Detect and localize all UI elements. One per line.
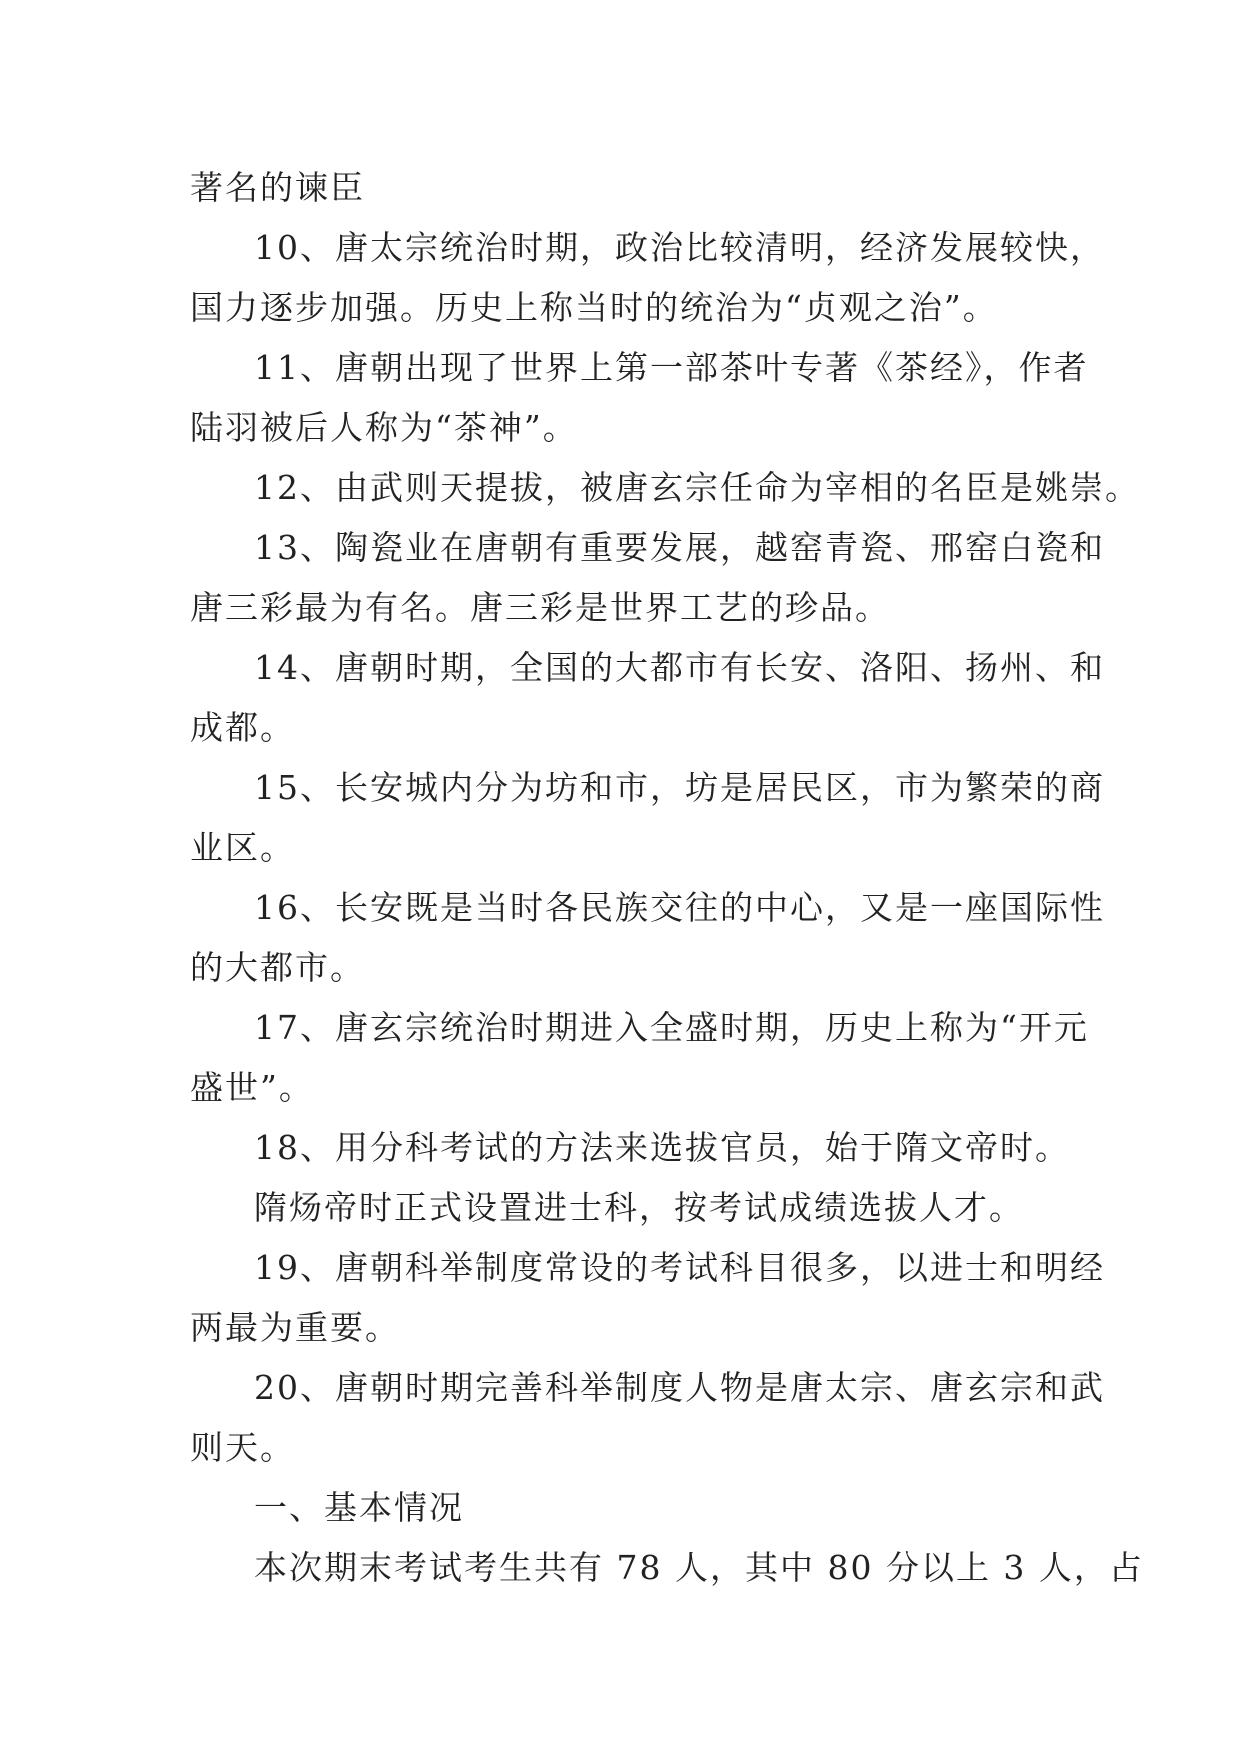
text-line: 11、唐朝出现了世界上第一部茶叶专著《茶经》，作者 bbox=[254, 348, 1089, 387]
section-heading: 一、基本情况 bbox=[254, 1488, 464, 1527]
text-line: 唐三彩最为有名。唐三彩是世界工艺的珍品。 bbox=[190, 588, 890, 627]
text-line: 13、陶瓷业在唐朝有重要发展，越窑青瓷、邢窑白瓷和 bbox=[254, 528, 1105, 567]
document-body bbox=[190, 158, 1144, 1598]
text-line: 10、唐太宗统治时期，政治比较清明，经济发展较快， bbox=[254, 228, 1105, 267]
text-line: 陆羽被后人称为“茶神”。 bbox=[190, 408, 578, 447]
text-line: 15、长安城内分为坊和市，坊是居民区，市为繁荣的商 bbox=[254, 768, 1105, 807]
text-line: 19、唐朝科举制度常设的考试科目很多，以进士和明经 bbox=[254, 1248, 1105, 1287]
text-line: 18、用分科考试的方法来选拔官员，始于隋文帝时。 bbox=[254, 1128, 1070, 1167]
text-line: 业区。 bbox=[190, 828, 295, 867]
text-line: 著名的谏臣 bbox=[190, 168, 365, 207]
text-line: 17、唐玄宗统治时期进入全盛时期，历史上称为“开元 bbox=[254, 1008, 1089, 1047]
text-line: 成都。 bbox=[190, 708, 295, 747]
text-line: 12、由武则天提拔，被唐玄宗任命为宰相的名臣是姚崇。 bbox=[254, 468, 1140, 507]
text-line: 国力逐步加强。历史上称当时的统治为“贞观之治”。 bbox=[190, 288, 998, 327]
text-line: 本次期末考试考生共有 78 人，其中 80 分以上 3 人，占 bbox=[254, 1548, 1144, 1587]
text-line: 盛世”。 bbox=[190, 1068, 314, 1107]
text-line: 14、唐朝时期，全国的大都市有长安、洛阳、扬州、和 bbox=[254, 648, 1105, 687]
text-line: 16、长安既是当时各民族交往的中心，又是一座国际性 bbox=[254, 888, 1105, 927]
text-line: 两最为重要。 bbox=[190, 1308, 400, 1347]
text-line: 的大都市。 bbox=[190, 948, 365, 987]
text-line: 隋炀帝时正式设置进士科，按考试成绩选拔人才。 bbox=[254, 1188, 1024, 1227]
text-line: 则天。 bbox=[190, 1428, 295, 1467]
text-line: 20、唐朝时期完善科举制度人物是唐太宗、唐玄宗和武 bbox=[254, 1368, 1105, 1407]
